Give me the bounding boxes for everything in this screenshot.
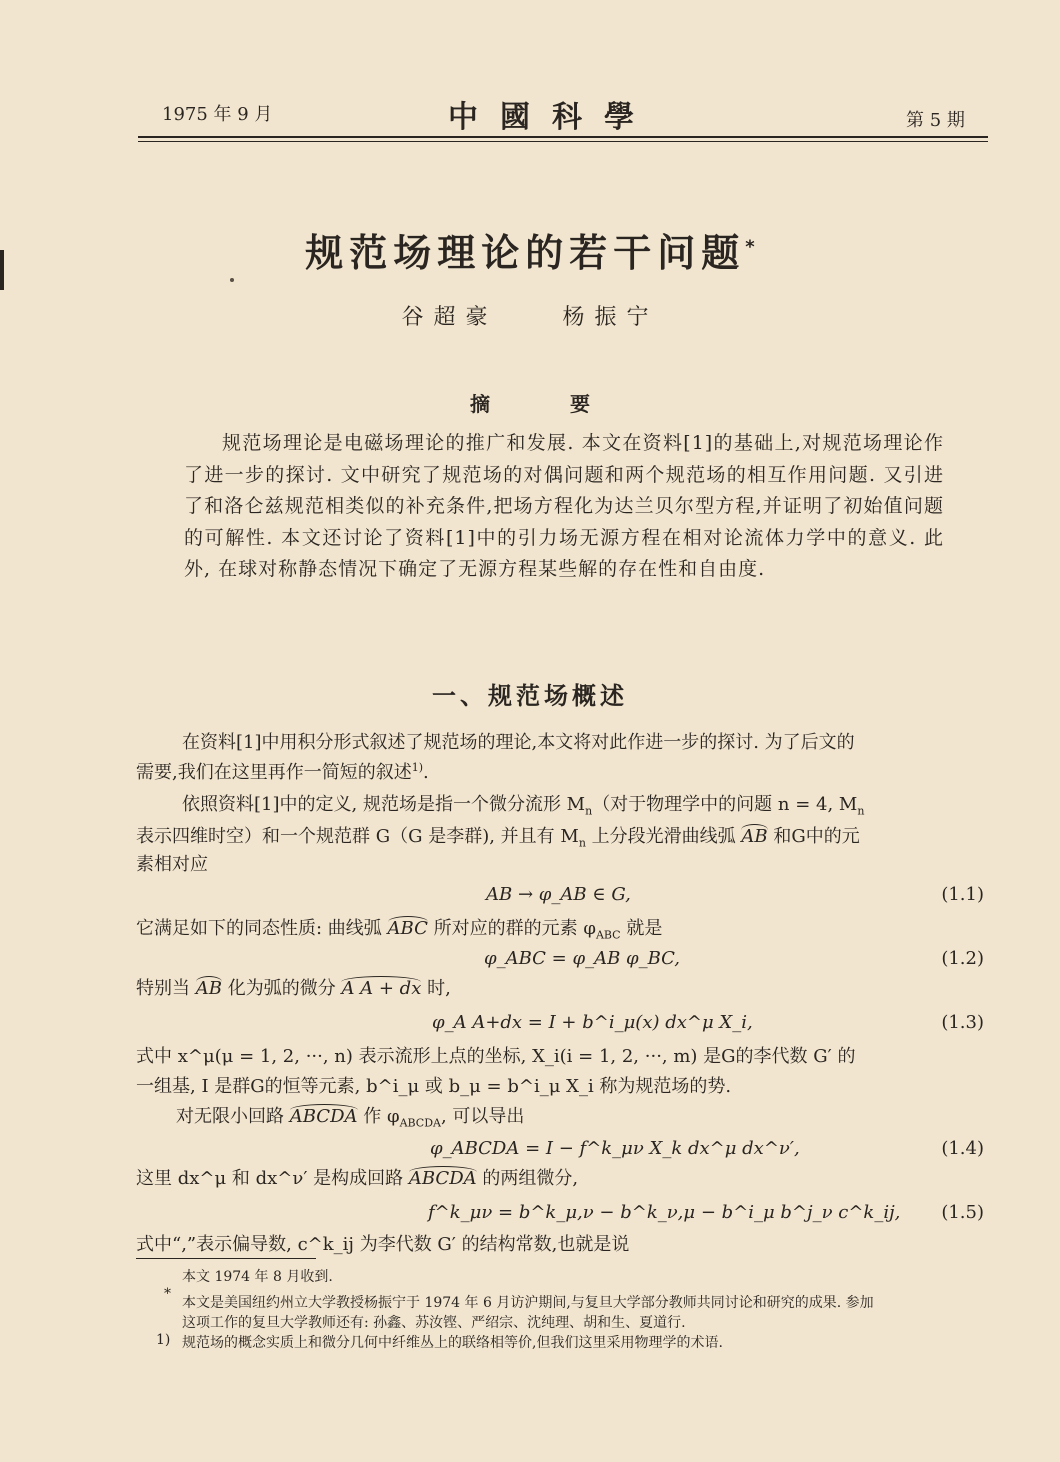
body-line: 对无限小回路 ABCDA 作 $\varphi_{ABCDA}$, 可以导出	[176, 1106, 525, 1130]
arc-symbol: A A + dx	[341, 978, 422, 999]
equation-number: (1.5)	[941, 1202, 984, 1223]
header-date: 1975 年 9 月	[162, 104, 273, 125]
body-line: 表示四维时空）和一个规范群 G（G 是李群), 并且有 $M_n$ 上分段光滑曲线弧 AB 和G中的元	[136, 826, 860, 850]
abstract-heading: 摘要	[470, 392, 670, 416]
equation-number: (1.3)	[941, 1012, 984, 1033]
author-list	[0, 300, 1060, 331]
footnote-received: 本文 1974 年 8 月收到.	[182, 1269, 333, 1285]
arc-symbol: ABCDA	[408, 1168, 477, 1189]
equation-number: (1.4)	[941, 1138, 984, 1159]
equation-number: (1.1)	[941, 884, 984, 905]
section-heading: 一、规范场概述	[432, 682, 628, 710]
body-line: 需要,我们在这里再作一简短的叙述$^{1)}$.	[136, 761, 429, 783]
arc-symbol: ABCDA	[289, 1106, 358, 1127]
body-line: 式中 x^μ(μ = 1, 2, ···, n) 表示流形上点的坐标, X_i(i = 1, 2, ···, m) 是G的李代数 G′ 的	[136, 1046, 856, 1067]
body-line: 一组基, I 是群G的恒等元素, b^i_μ 或 b_μ = b^i_μ X_i 称为规范场的势.	[136, 1076, 732, 1097]
footnote-text: 本文是美国纽约州立大学教授杨振宁于 1974 年 6 月访沪期间,与复旦大学部分教师共同讨论和研究的成果. 参加	[182, 1295, 874, 1311]
arc-symbol: AB	[741, 826, 768, 847]
author: 杨振宁	[562, 305, 659, 330]
abstract-text: 规范场理论是电磁场理论的推广和发展. 本文在资料[1]的基础上,对规范场理论作了进一步的探讨. 文中研究了规范场的对偶问题和两个规范场的相互作用问题. 又引进了和洛仑兹规范相类似的补充条件,把场方程化为达兰贝尔型方程,并证明了初始值问题的可解性. 本文还讨论了资料[1]中的引力场无源方程在相对论流体力学中的意义. 此外, 在球对称静态情况下确定了无源方程某些解的存在性和自由度.	[184, 432, 944, 581]
body-line: 式中“,”表示偏导数, c^k_ij 为李代数 G′ 的结构常数,也就是说	[136, 1234, 630, 1255]
body-line: 在资料[1]中用积分形式叙述了规范场的理论,本文将对此作进一步的探讨. 为了后文的	[182, 732, 855, 753]
author: 谷超豪	[401, 305, 498, 330]
body-line: 它满足如下的同态性质: 曲线弧 ABC 所对应的群的元素 $\varphi_{ABC}$ 就是	[136, 918, 663, 942]
issue-number: 第 5 期	[906, 110, 965, 131]
journal-page: 1975 年 9 月 中國科學 第 5 期 规范场理论的若干问题* 谷超豪 杨振宁 摘要 规范场理论是电磁场理论的推广和发展. 本文在资料[1]的基础上,对规范场理论作了进一步的探讨. 文中研究了规范场的对偶问题和两个规范场的相互作用问题. 又引进了和洛仑兹规范相类似的补充条件,把场方程化为达兰贝尔型方程,并证明了初始值问题的可解性. 本文还讨论了资料[1]中的引力场无源方程在相对论流体力学中的意义. 此外, 在球对称静态情况下确定了无源方程某些解的存在性和自由度. 一、规范场概述 在资料[1]中用积分形式叙述了规范场的理论,本文将对此作进一步的探讨. 为了后文的 需要,我们在这里再作一简短的叙述$^{1)}$. 依照资料[1]中的定义, 规范场是指一个微分流形 $M_n$（对于物理学中的问题 n = 4, $M_n$ 表示四维时空）和一个规范群 G（G 是李群), 并且有 $M_n$ 上分段光滑曲线弧 AB 和G中的元 素相对应 AB → φ_AB ∈ G, (1.1) 它满足如下的同态性质: 曲线弧 ABC 所对应的群的元素 $\varphi_{ABC}$ 就是 φ_ABC = φ_AB φ_BC, (1.2) 特别当 AB 化为弧的微分 A A + dx 时, φ_A A+dx = I + b^i_μ(x) dx^μ X_i, (1.3) 式中 x^μ(μ = 1, 2, ···, n) 表示流形上点的坐标, X_i(i = 1, 2, ···, m) 是G的李代数 G′ 的 一组基, I 是群G的恒等元素, b^i_μ 或 b_μ = b^i_μ X_i 称为规范场的势. 对无限小回路 ABCDA 作 $\varphi_{ABCDA}$, 可以导出 φ_ABCDA = I − f^k_μν X_k dx^μ dx^ν′, (1.4) 这里 dx^μ 和 dx^ν′ 是构成回路 ABCDA 的两组微分, f^k_μν = b^k_μ,ν − b^k_ν,μ − b^i_μ b^j_ν c^k_ij, (1.5) 式中“,”表示偏导数, c^k_ij 为李代数 G′ 的结构常数,也就是说 本文 1974 年 8 月收到. * 本文是美国纽约州立大学教授杨振宁于 1974 年 6 月访沪期间,与复旦大学部分教师共同讨论和研究的成果. 参加 这项工作的复旦大学教师还有: 孙鑫、苏汝铿、严绍宗、沈纯理、胡和生、夏道行. 1) 规范场的概念实质上和微分几何中纤维丛上的联络相等价,但我们这里采用物理学的术语.	[0, 0, 1060, 1462]
title-footnote-mark: *	[745, 236, 755, 258]
ink-speck	[230, 278, 234, 282]
body-line: 这里 dx^μ 和 dx^ν′ 是构成回路 ABCDA 的两组微分,	[136, 1168, 579, 1189]
body-line: 特别当 AB 化为弧的微分 A A + dx 时,	[136, 978, 451, 999]
footnote-marker: *	[164, 1286, 171, 1302]
journal-name: 中國科學	[448, 100, 656, 135]
body-line: 依照资料[1]中的定义, 规范场是指一个微分流形 $M_n$（对于物理学中的问题 n = 4, $M_n$	[182, 794, 865, 818]
arc-symbol: ABC	[387, 918, 428, 939]
paper-title: 规范场理论的若干问题*	[305, 231, 755, 275]
header-rule-bottom	[138, 141, 988, 142]
arc-symbol: AB	[195, 978, 222, 999]
footnote-text: 规范场的概念实质上和微分几何中纤维丛上的联络相等价,但我们这里采用物理学的术语.	[182, 1335, 723, 1351]
header-rule-top	[138, 136, 988, 138]
equation-number: (1.2)	[941, 948, 984, 969]
footnote-marker: 1)	[156, 1332, 171, 1348]
footnote-text: 这项工作的复旦大学教师还有: 孙鑫、苏汝铿、严绍宗、沈纯理、胡和生、夏道行.	[182, 1315, 686, 1331]
footnote-rule	[136, 1258, 316, 1259]
body-line: 素相对应	[136, 854, 208, 875]
